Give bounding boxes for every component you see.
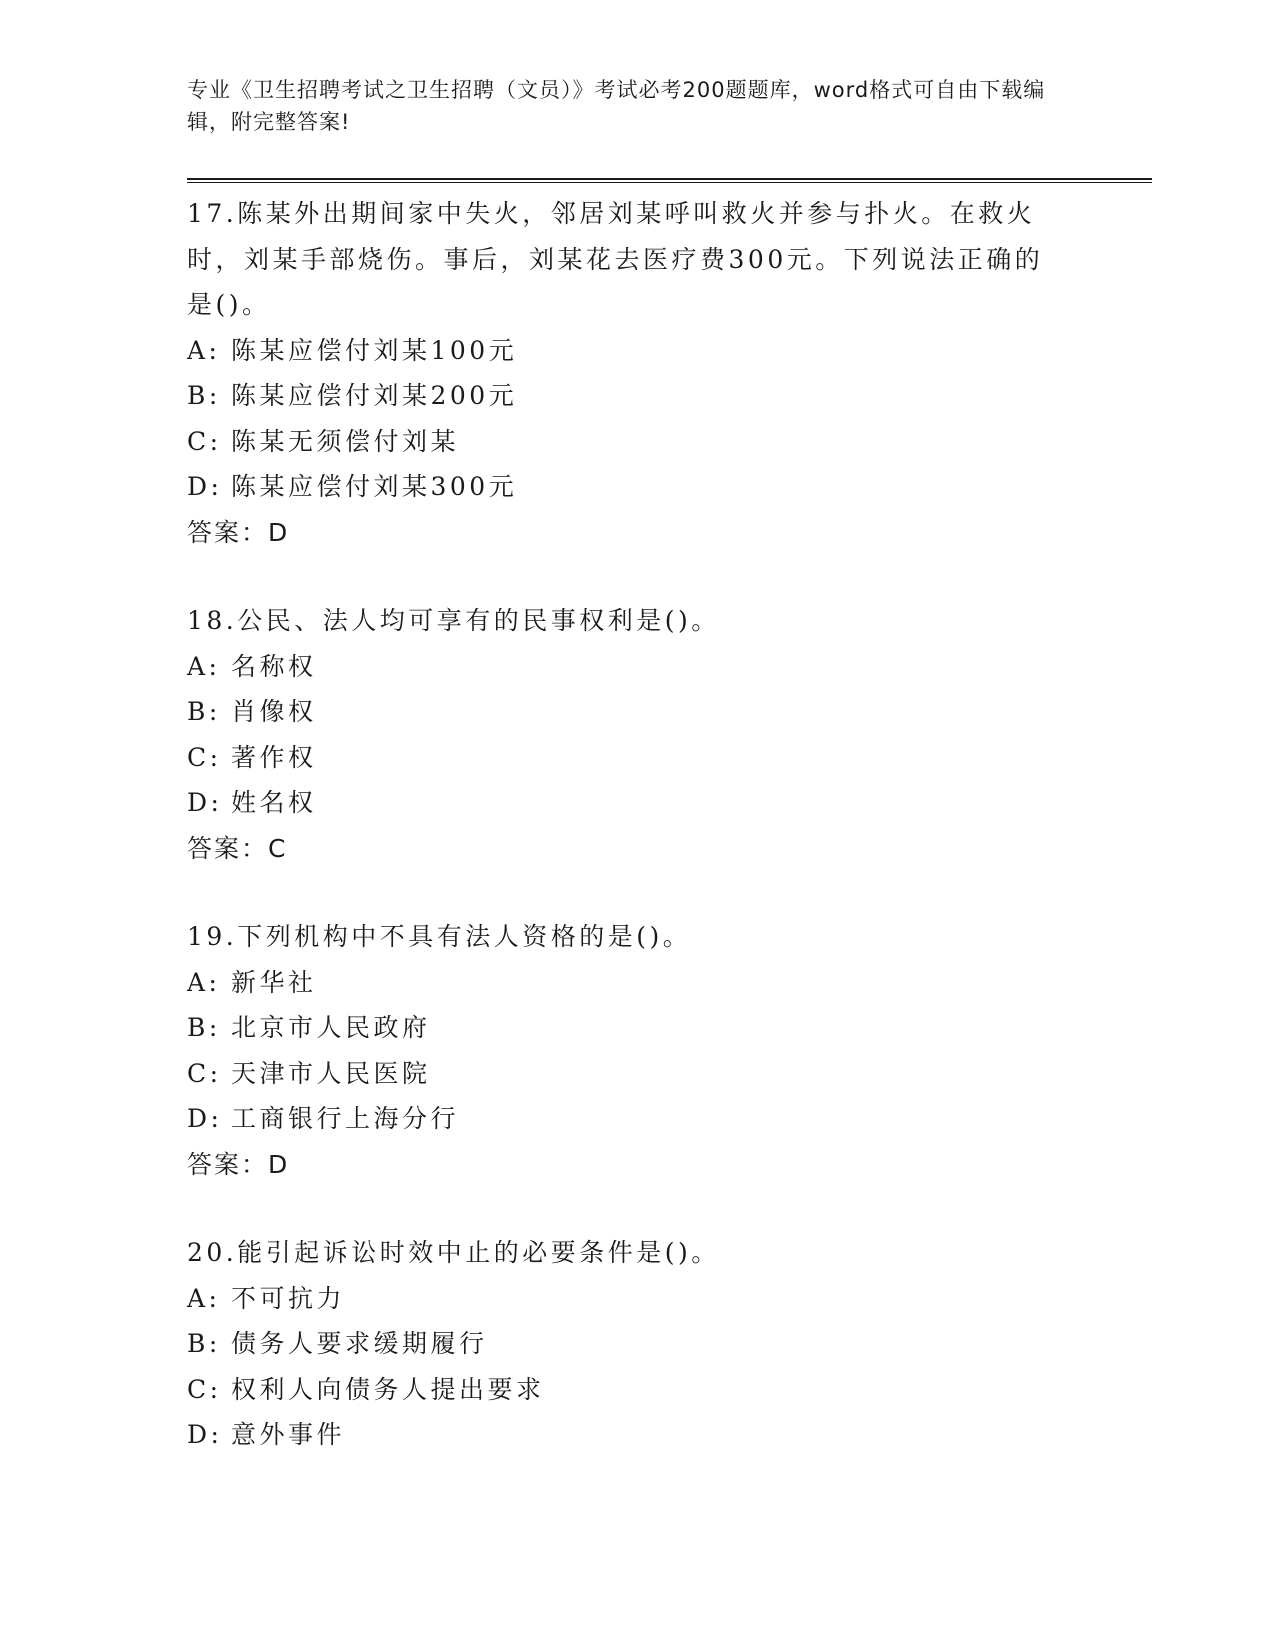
option-d — [187, 780, 1087, 826]
option-key: C: — [187, 1058, 222, 1088]
question-17 — [187, 191, 1087, 555]
option-text: 肖像权 — [231, 697, 317, 726]
option-b — [187, 1005, 1087, 1051]
option-text: 债务人要求缓期履行 — [231, 1329, 488, 1358]
option-text: 陈某无须偿付刘某 — [231, 426, 460, 456]
option-d — [187, 464, 1087, 510]
option-key: C: — [187, 742, 222, 772]
document-header: 专业《卫生招聘考试之卫生招聘（文员）》考试必考200题题库，word格式可自由下载编辑，附完整答案! — [187, 78, 1046, 134]
option-key: B: — [187, 381, 221, 410]
question-stem: 19.下列机构中不具有法人资格的是()。 — [187, 922, 692, 951]
option-a — [187, 1276, 1087, 1322]
option-key: B: — [187, 1013, 221, 1042]
question-list — [187, 191, 1087, 1501]
option-text: 著作权 — [231, 742, 317, 772]
option-key: D: — [187, 1420, 223, 1449]
answer-line: 答案：C — [187, 833, 288, 863]
option-text: 天津市人民医院 — [231, 1058, 431, 1088]
option-b — [187, 689, 1087, 735]
option-text: 陈某应偿付刘某200元 — [231, 381, 518, 410]
option-text: 工商银行上海分行 — [231, 1104, 460, 1133]
option-text: 不可抗力 — [231, 1283, 346, 1313]
question-stem: 17.陈某外出期间家中失火，邻居刘某呼叫救火并参与扑火。在救火时，刘某手部烧伤。事后，刘某花去医疗费300元。下列说法正确的是()。 — [187, 199, 1044, 319]
question-stem: 20.能引起诉讼时效中止的必要条件是()。 — [187, 1238, 720, 1267]
option-b — [187, 1321, 1087, 1367]
option-text: 陈某应偿付刘某100元 — [231, 335, 518, 365]
option-key: A: — [187, 967, 221, 997]
option-c — [187, 1051, 1087, 1097]
question-19 — [187, 914, 1087, 1187]
option-a — [187, 960, 1087, 1006]
option-text: 权利人向债务人提出要求 — [231, 1374, 545, 1404]
option-key: C: — [187, 426, 222, 456]
option-d — [187, 1412, 1087, 1458]
question-20 — [187, 1230, 1087, 1458]
option-key: A: — [187, 651, 221, 681]
option-text: 新华社 — [231, 967, 317, 997]
answer-line: 答案：D — [187, 1149, 290, 1179]
option-c — [187, 1367, 1087, 1413]
option-c — [187, 419, 1087, 465]
header-divider — [187, 178, 1152, 183]
option-text: 名称权 — [231, 651, 317, 681]
answer-line: 答案：D — [187, 517, 290, 547]
option-text: 陈某应偿付刘某300元 — [231, 472, 518, 501]
option-key: C: — [187, 1374, 222, 1404]
option-key: D: — [187, 1104, 223, 1133]
option-key: D: — [187, 788, 223, 817]
option-b — [187, 373, 1087, 419]
option-key: B: — [187, 697, 221, 726]
option-key: A: — [187, 1283, 221, 1313]
option-key: B: — [187, 1329, 221, 1358]
option-d — [187, 1096, 1087, 1142]
option-key: A: — [187, 335, 221, 365]
option-text: 意外事件 — [231, 1420, 346, 1449]
option-c — [187, 735, 1087, 781]
option-key: D: — [187, 472, 223, 501]
option-text: 北京市人民政府 — [231, 1013, 431, 1042]
option-text: 姓名权 — [231, 788, 317, 817]
option-a — [187, 644, 1087, 690]
question-18 — [187, 598, 1087, 871]
option-a — [187, 328, 1087, 374]
question-stem: 18.公民、法人均可享有的民事权利是()。 — [187, 606, 720, 635]
